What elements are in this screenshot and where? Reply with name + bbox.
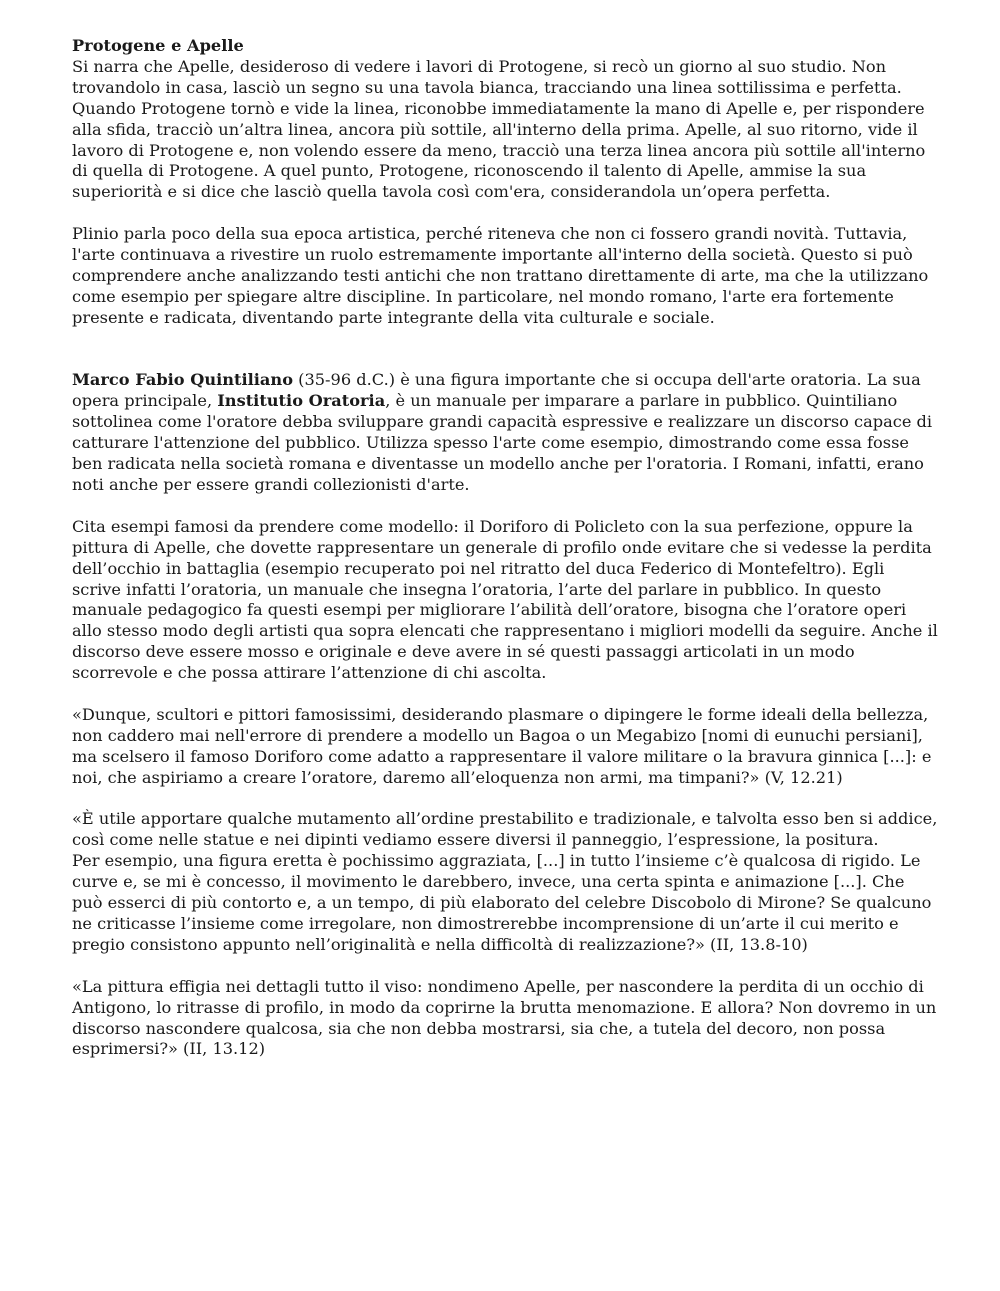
quote-doriforo: «Dunque, scultori e pittori famosissimi, desiderando plasmare o dipingere le forme ideali della bellezza, non caddero mai nell'errore di prendere a modello un Bagoa o un Megabizo [nomi di eunuchi persiani], ma scelsero il famoso Doriforo come adatto a rappresentare il valore militare o la bravura ginnica [...]: e noi, che aspiriamo a creare l’oratore, daremo all’eloquenza non armi, ma timpani?» (V, 12.21): [72, 704, 932, 787]
work-title: Institutio Oratoria: [217, 391, 386, 411]
paragraph-plinio: Plinio parla poco della sua epoca artistica, perché riteneva che non ci fossero grandi novità. Tuttavia, l'arte continuava a rivestire un ruolo estremamente importante all'interno della società. Questo si può comprendere anche analizzando testi antichi che non trattano direttamente di arte, ma che la utilizzano come esempio per spiegare altre discipline. In particolare, nel mondo romano, l'arte era fortemente presente e radicata, diventando parte integrante della vita culturale e sociale.: [72, 224, 929, 327]
quote-discobolo-part1: «È utile apportare qualche mutamento all’ordine prestabilito e tradizionale, e talvolta esso ben si addice, così come nelle statue e nei dipinti vediamo essere diversi il panneggio, l’espressione, la positura.: [72, 809, 938, 850]
intro-text-b: , è un manuale per imparare a parlare in pubblico. Quintiliano sottolinea come l'oratore debba sviluppare grandi capacità espressive e realizzare un discorso capace di catturare l'attenzione del pubblico. Utilizza spesso l'arte come esempio, dimostrando come essa fosse ben radicata nella società romana e diventasse un modello anche per l'oratoria. I Romani, infatti, erano noti anche per essere grandi collezionisti d'arte.: [72, 391, 933, 494]
quote-discobolo-part2: Per esempio, una figura eretta è pochissimo aggraziata, [...] in tutto l’insieme c’è qualcosa di rigido. Le curve e, se mi è concesso, il movimento le darebbero, invece, una certa spinta e animazione [...]. Che può esserci di più contorto e, a un tempo, di più elaborato del celebre Discobolo di Mirone? Se qualcuno ne criticasse l’insieme come irregolare, non dimostrerebbe incomprensione di un’arte il cui merito e pregio consistono appunto nell’originalità e nella difficoltà di realizzazione?» (II, 13.8-10): [72, 851, 932, 954]
intro-text-a: (35-96 d.C.) è una figura importante che si occupa dell'arte oratoria. La sua opera principale,: [72, 370, 921, 411]
section-protogene-apelle: [72, 36, 938, 203]
paragraph-quintiliano-intro: [72, 370, 938, 495]
section-title: Protogene e Apelle: [72, 36, 244, 55]
quote-antigono: «La pittura effigia nei dettagli tutto il viso: nondimeno Apelle, per nascondere la perdita di un occhio di Antigono, lo ritrasse di profilo, in modo da coprirne la brutta menomazione. E allora? Non dovremo in un discorso nascondere qualcosa, sia che non debba mostrarsi, sia che, a tutela del decoro, non possa esprimersi?» (II, 13.12): [72, 976, 937, 1059]
document-page: [72, 36, 938, 1060]
paragraph-examples: Cita esempi famosi da prendere come modello: il Doriforo di Policleto con la sua perfezione, oppure la pittura di Apelle, che dovette rappresentare un generale di profilo onde evitare che si vedesse la perdita dell’occhio in battaglia (esempio recuperato poi nel ritratto del duca Federico di Montefeltro). Egli scrive infatti l’oratoria, un manuale che insegna l’oratoria, l’arte del parlare in pubblico. In questo manuale pedagogico fa questi esempi per migliorare l’abilità dell’oratore, bisogna che l’oratore operi allo stesso modo degli artisti qua sopra elencati che rappresentano i migliori modelli da seguire. Anche il discorso deve essere mosso e originale e deve avere in sé questi passaggi articolati in un modo scorrevole e che possa attirare l’attenzione di chi ascolta.: [72, 516, 938, 683]
quote-discobolo: [72, 809, 938, 955]
author-name: Marco Fabio Quintiliano: [72, 370, 293, 390]
paragraph-anecdote: Si narra che Apelle, desideroso di vedere i lavori di Protogene, si recò un giorno al suo studio. Non trovandolo in casa, lasciò un segno su una tavola bianca, tracciando una linea sottilissima e perfetta. Quando Protogene tornò e vide la linea, riconobbe immediatamente la mano di Apelle e, per rispondere alla sfida, tracciò un’altra linea, ancora più sottile, all'interno della prima. Apelle, al suo ritorno, vide il lavoro di Protogene e, non volendo essere da meno, tracciò una terza linea ancora più sottile all'interno di quella di Protogene. A quel punto, Protogene, riconoscendo il talento di Apelle, ammise la sua superiorità e si dice che lasciò quella tavola così com'era, considerandola un’opera perfetta.: [72, 56, 926, 202]
